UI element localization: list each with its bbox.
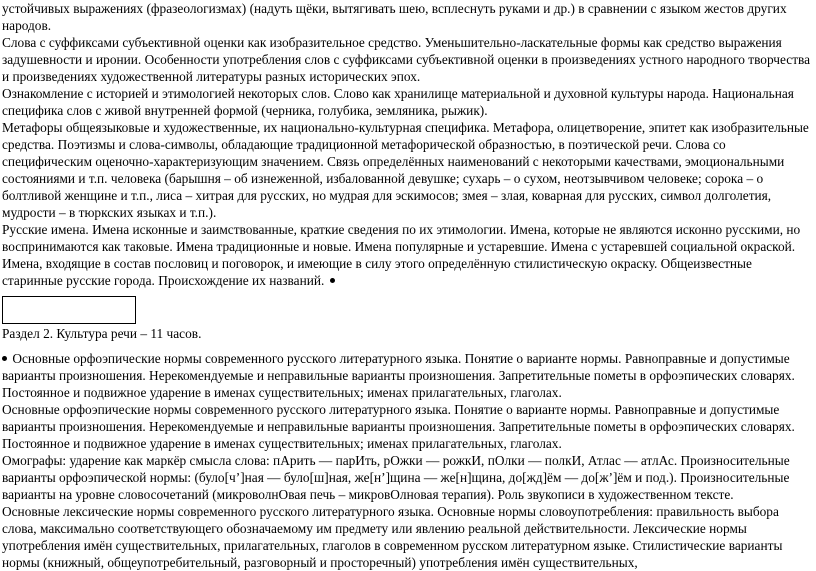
bullet-icon: [330, 278, 335, 283]
paragraph-russian-names: [2, 221, 816, 289]
bullet-icon: [2, 356, 7, 361]
paragraph-etymology: Ознакомление с историей и этимологией некоторых слов. Слово как хранилище материальной и духовной культуры народа. Национальная специфика слов с живой внутренней формой (черника, голубика, земляника, рыжик).: [2, 86, 794, 118]
paragraph-orthoepic-1: [2, 350, 816, 401]
paragraph-orthoepic-1-text: Основные орфоэпические нормы современного русского литературного языка. Понятие о варианте нормы. Равноправные и допустимые варианты произношения. Нерекомендуемые и неправильные варианты произношения. Запретительные пометы в орфоэпических словарях. Постоянное и подвижное ударение в именах существительных; именах прилагательных, глаголах.: [2, 351, 795, 400]
paragraph-homographs: Омографы: ударение как маркёр смысла слова: пАрить — парИть, рОжки — рожкИ, пОлки — полкИ, Атлас — атлАс. Произносительные варианты орфоэпической нормы: (було[ч’]ная — було[ш]ная, же[н’]щина — же[н]щина, до[жд]ём — до[ж’]ём и под.). Произносительные варианты на уровне словосочетаний (микроволнОвая печь – микровОлновая терапия). Роль звукописи в художественном тексте.: [2, 453, 790, 502]
paragraph-lexical-norms: Основные лексические нормы современного русского литературного языка. Основные нормы словоупотребления: правильность выбора слова, максимально соответствующего обозначаемому им предмету или явлению реальной действительности. Лексические нормы употребления имён существительных, прилагательных, глаголов в современном русском литературном языке. Стилистические варианты нормы (книжный, общеупотребительный, разговорный и просторечный) употребления имён существительных,: [2, 504, 783, 570]
section-heading: Раздел 2. Культура речи – 11 часов.: [2, 326, 202, 341]
paragraph-russian-names-text: Русские имена. Имена исконные и заимствованные, краткие сведения по их этимологии. Имена, которые не являются исконно русскими, но воспринимаются как таковые. Имена традиционные и новые. Имена популярные и устаревшие. Имена с устаревшей социальной окраской. Имена, входящие в состав пословиц и поговорок, и имеющие в силу этого определённую стилистическую окраску. Общеизвестные старинные русские города. Происхождение их названий.: [2, 222, 801, 288]
paragraph-metaphors: Метафоры общеязыковые и художественные, их национально-культурная специфика. Метафора, олицетворение, эпитет как изобразительные средства. Поэтизмы и слова-символы, обладающие традиционной метафорической образностью, в поэтической речи. Слова со специфическим оценочно-характеризующим значением. Связь определённых наименований с некоторыми качествами, эмоциональными состояниями и т.п. человека (барышня – об изнеженной, избалованной девушке; сухарь – о сухом, неотзывчивом человеке; сорока – о болтливой женщине и т.п., лиса – хитрая для русских, но мудрая для эскимосов; змея – злая, коварная для русских, символ долголетия, мудрости – в тюркских языках и т.п.).: [2, 120, 809, 220]
empty-frame-box: [2, 296, 136, 324]
paragraph-orthoepic-2: Основные орфоэпические нормы современного русского литературного языка. Понятие о варианте нормы. Равноправные и допустимые варианты произношения. Нерекомендуемые и неправильные варианты произношения. Запретительные пометы в орфоэпических словарях. Постоянное и подвижное ударение в именах существительных; именах прилагательных, глаголах.: [2, 402, 795, 451]
paragraph-suffixes: Слова с суффиксами субъективной оценки как изобразительное средство. Уменьшительно-ласкательные формы как средство выражения задушевности и иронии. Особенности употребления слов с суффиксами субъективной оценки в произведениях устного народного творчества и произведениях художественной литературы разных исторических эпох.: [2, 35, 811, 84]
paragraph-phraseology: устойчивых выражениях (фразеологизмах) (надуть щёки, вытягивать шею, всплеснуть руками и др.) в сравнении с языком жестов других народов.: [2, 1, 787, 33]
